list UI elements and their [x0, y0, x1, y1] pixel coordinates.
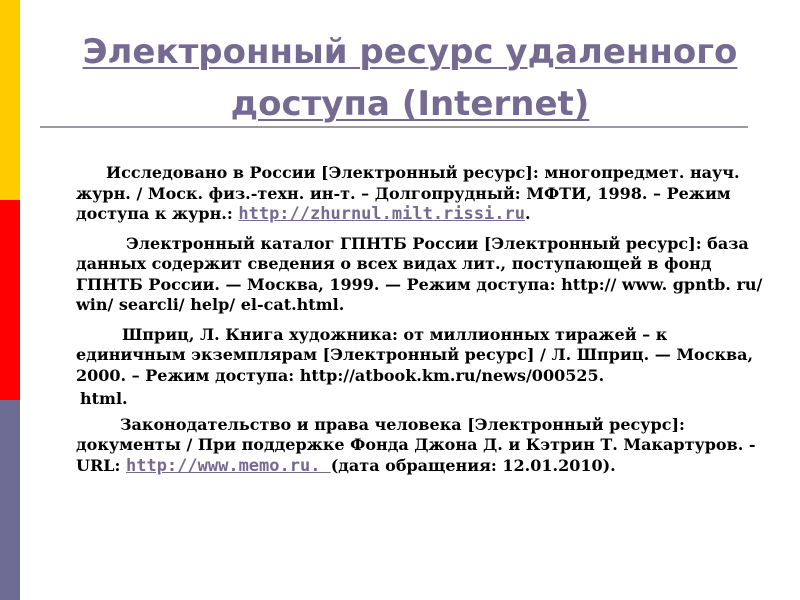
reference-entry [76, 163, 766, 225]
reference-entry [76, 234, 766, 316]
slide-title-line-1: Электронный ресурс удаленного [82, 32, 738, 72]
decorative-stripe-red [0, 200, 20, 400]
reference-entry [76, 415, 766, 477]
reference-list [76, 163, 766, 485]
slide-title-line-2: доступа (Internet) [230, 84, 590, 124]
slide-title [40, 26, 780, 130]
reference-text-end: (дата обращения: 12.01.2010). [330, 455, 616, 475]
reference-text: Исследовано в России [Электронный ресурс]: многопредмет. науч. журн. / Моск. физ.-техн. ин-т. – Долгопрудный: МФТИ, 1998. – Режим доступа к журн.: [76, 163, 740, 223]
reference-entry [76, 325, 766, 387]
title-divider [40, 126, 748, 128]
reference-text-end: . [524, 204, 531, 223]
reference-text: Законодательство и права человека [Электронный ресурс]: документы / При поддержке Фонда Джона Д. и Кэтрин Т. Макартуров. - URL: [76, 414, 756, 475]
reference-text: Шприц, Л. Книга художника: от миллионных тиражей – к единичным экземплярам [Электронный ресурс] / Л. Шприц. — Москва, 2000. – Режим доступа: http://atbook.km.ru/news/000525. [76, 324, 754, 385]
decorative-stripe-purple [0, 400, 20, 600]
reference-entry [76, 389, 766, 410]
reference-text: Электронный каталог ГПНТБ России [Электронный ресурс]: база данных содержит сведения о всех видах лит., поступающей в фонд ГПНТБ России. — Москва, 1999. — Режим доступа: http:// www. gpntb. ru/ win/ searcli/ help/ el-cat.html. [76, 233, 763, 314]
decorative-stripe-yellow [0, 0, 20, 200]
reference-text: html. [80, 389, 128, 408]
reference-link[interactable]: http://www.memo.ru. [125, 455, 331, 476]
reference-link[interactable]: http://zhurnul.milt.rissi.ru [238, 204, 525, 224]
